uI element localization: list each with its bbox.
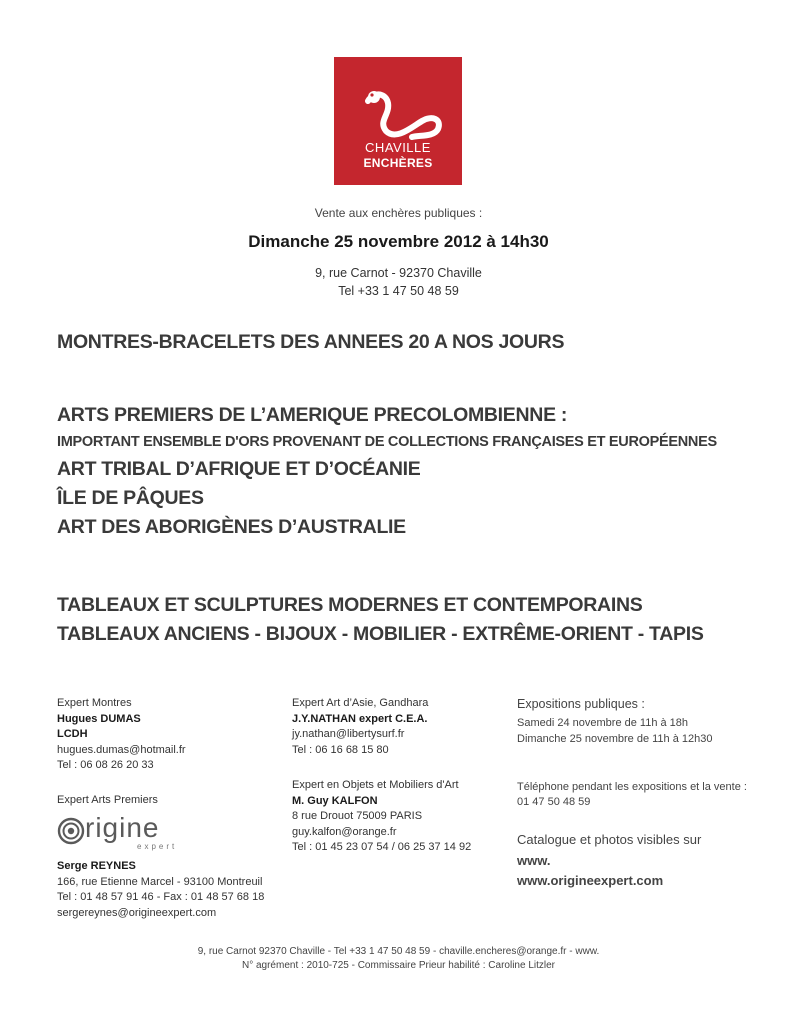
expositions-line2: Dimanche 25 novembre de 11h à 12h30	[517, 733, 713, 745]
expert-arts-title: Expert Arts Premiers	[57, 794, 158, 806]
address-line2: Tel +33 1 47 50 48 59	[338, 284, 459, 298]
expert-arts-tel: Tel : 01 48 57 91 46 - Fax : 01 48 57 68 18	[57, 891, 265, 903]
expert-asie-email[interactable]: jy.nathan@libertysurf.fr	[292, 728, 405, 740]
footer-line1: 9, rue Carnot 92370 Chaville - Tel +33 1 47 50 48 59 - chaville.encheres@orange.fr - www.	[197, 946, 600, 957]
footer	[0, 945, 797, 973]
section-tableaux-modernes: TABLEAUX ET SCULPTURES MODERNES ET CONTEMPORAINS	[57, 594, 643, 616]
expert-montres-title: Expert Montres	[57, 697, 132, 709]
phone-label: Téléphone pendant les expositions et la vente :	[517, 781, 747, 793]
intro-text: Vente aux enchères publiques :	[314, 206, 483, 220]
origine-logo-sub: expert	[137, 842, 178, 851]
catalogue-url1[interactable]: www.	[517, 853, 551, 868]
expert-arts-name: Serge REYNES	[57, 860, 136, 872]
expert-objets-address: 8 rue Drouot 75009 PARIS	[292, 810, 423, 822]
logo-line1: CHAVILLE	[365, 140, 431, 155]
chaville-encheres-logo	[334, 57, 462, 185]
expert-arts-address: 166, rue Etienne Marcel - 93100 Montreuil	[57, 875, 263, 888]
section-montres: MONTRES-BRACELETS DES ANNEES 20 A NOS JOURS	[57, 331, 565, 353]
expert-objets-title: Expert en Objets et Mobiliers d'Art	[292, 779, 459, 791]
section-aborigenes: ART DES ABORIGÈNES D’AUSTRALIE	[57, 516, 406, 538]
expert-arts-email[interactable]: sergereynes@origineexpert.com	[57, 906, 217, 919]
section-arts-premiers: ARTS PREMIERS DE L’AMERIQUE PRECOLOMBIENNE :	[57, 404, 568, 426]
sale-address	[0, 264, 797, 300]
expert-asie-title: Expert Art d’Asie, Gandhara	[292, 697, 429, 709]
expert-montres-name: Hugues DUMAS	[57, 712, 141, 725]
expert-asie-tel: Tel : 06 16 68 15 80	[292, 743, 389, 756]
logo-line2: ENCHÈRES	[363, 156, 433, 170]
section-arts-premiers-sub: IMPORTANT ENSEMBLE D'ORS PROVENANT DE COLLECTIONS FRANÇAISES ET EUROPÉENNES	[57, 434, 717, 450]
expositions-title: Expositions publiques :	[517, 697, 645, 711]
section-ile-de-paques: ÎLE DE PÂQUES	[57, 487, 204, 509]
expert-objets-tel: Tel : 01 45 23 07 54 / 06 25 37 14 92	[292, 841, 472, 853]
expert-objets-name: M. Guy KALFON	[292, 794, 378, 807]
expert-montres-company: LCDH	[57, 728, 88, 740]
phone-number: 01 47 50 48 59	[517, 796, 591, 808]
catalogue-url2[interactable]: www.origineexpert.com	[517, 873, 664, 888]
expositions-line1: Samedi 24 novembre de 11h à 18h	[517, 717, 689, 729]
expert-montres-block	[57, 696, 186, 774]
address-line1: 9, rue Carnot - 92370 Chaville	[315, 266, 482, 280]
section-art-tribal: ART TRIBAL D’AFRIQUE ET D’OCÉANIE	[57, 458, 421, 480]
catalogue-label: Catalogue et photos visibles sur	[517, 832, 702, 847]
expert-arts-block	[57, 859, 264, 921]
expert-montres-email[interactable]: hugues.dumas@hotmail.fr	[57, 743, 186, 756]
origine-expert-logo	[57, 812, 177, 856]
expert-asie-name: J.Y.NATHAN expert C.E.A.	[292, 712, 428, 725]
expert-asie-block	[292, 696, 428, 758]
section-tableaux-anciens: TABLEAUX ANCIENS - BIJOUX - MOBILIER - EXTRÊME-ORIENT - TAPIS	[57, 623, 704, 645]
spiral-icon	[57, 816, 85, 846]
footer-line2: N° agrément : 2010-725 - Commissaire Prieur habilité : Caroline Litzler	[241, 960, 556, 971]
expert-montres-tel: Tel : 06 08 26 20 33	[57, 759, 154, 771]
expert-objets-block	[292, 778, 471, 856]
origine-logo-word: rigine	[85, 812, 160, 843]
sale-date: Dimanche 25 novembre 2012 à 14h30	[248, 232, 549, 251]
expert-objets-email[interactable]: guy.kalfon@orange.fr	[292, 825, 397, 838]
